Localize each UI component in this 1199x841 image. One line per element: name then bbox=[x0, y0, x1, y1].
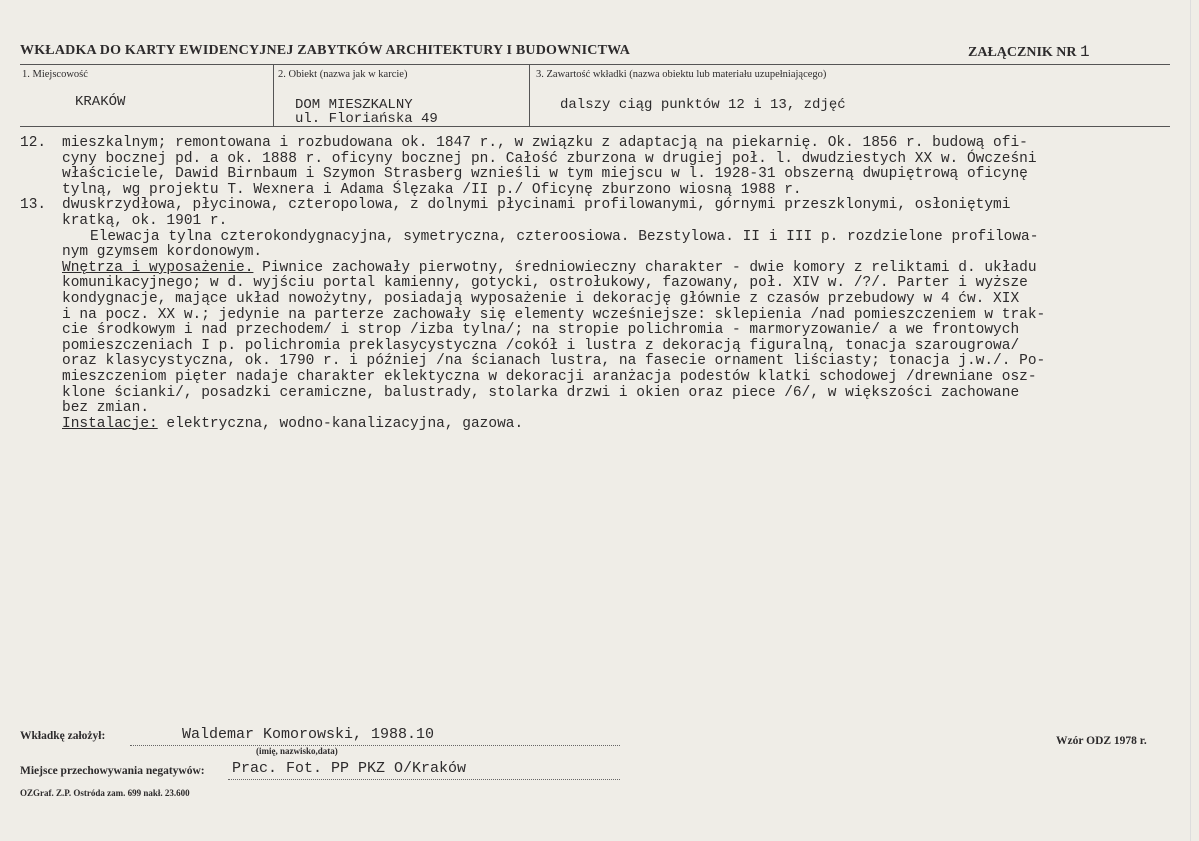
p12-line bbox=[20, 136, 1190, 152]
header-rule-bottom bbox=[20, 126, 1170, 127]
p13-line: kratką, ok. 1901 r. bbox=[62, 212, 228, 229]
p13-number: 13. bbox=[20, 197, 47, 214]
interior-line: mieszczeniom pięter nadaje charakter eklektyczna w dekoracji aranżacja podestów klatki schodowej /drewniane osz- bbox=[62, 368, 1037, 385]
object-label: 2. Obiekt (nazwa jak w karcie) bbox=[278, 69, 408, 80]
field-divider-2 bbox=[529, 64, 530, 127]
object-value-1: DOM MIESZKALNY bbox=[295, 97, 413, 113]
interior-line: pomieszczeniach I p. polichromia preklasycystyczna /cokół i lustra z dekoracją figuralną, tonacja szarougrowa/ bbox=[62, 337, 1020, 354]
storage-dotted-line bbox=[228, 779, 620, 780]
author-dotted-line bbox=[130, 745, 620, 746]
card-body bbox=[20, 136, 1190, 432]
locality-label: 1. Miejscowość bbox=[22, 69, 88, 80]
interior-line: komunikacyjnego; w d. wyjściu portal kamienny, gotycki, ostrołukowy, fazowany, poł. XIV w. /?/. Parter i wyższe bbox=[62, 275, 1028, 292]
p12-line: właściciele, Dawid Birnbaum i Szymon Strasberg wznieśli w tym miejscu w l. 1928-31 obszerną dwupiętrową oficynę bbox=[62, 166, 1028, 183]
installations-line bbox=[20, 417, 1190, 433]
header-rule-top bbox=[20, 64, 1170, 65]
installations-text: elektryczna, wodno-kanalizacyjna, gazowa. bbox=[157, 415, 524, 432]
interior-line: oraz klasycystyczna, ok. 1790 r. i później /na ścianach lustra, na fasecie ornament liściasty; tonacja j.w./. Po- bbox=[62, 353, 1046, 370]
content-label: 3. Zawartość wkładki (nazwa obiektu lub materiału uzupełniającego) bbox=[536, 69, 827, 80]
interior-line: kondygnacje, mające układ nowożytny, posiadają wyposażenie i dekorację głównie z czasów przebudowy w 4 ćw. XIX bbox=[62, 290, 1020, 307]
installations-heading: Instalacje: bbox=[62, 415, 158, 432]
p12-line: cyny bocznej pd. a ok. 1888 r. oficyny bocznej pn. Całość zburzona w drugiej poł. l. dwudziestych XX w. Ówcześni bbox=[62, 150, 1037, 167]
form-version: Wzór ODZ 1978 r. bbox=[1056, 735, 1147, 747]
field-divider-1 bbox=[273, 64, 274, 127]
form-title: WKŁADKA DO KARTY EWIDENCYJNEJ ZABYTKÓW ARCHITEKTURY I BUDOWNICTWA bbox=[20, 43, 631, 58]
interior-line: bez zmian. bbox=[62, 400, 150, 417]
interior-line: klone ścianki/, posadzki ceramiczne, balustrady, stolarka drzwi i okien oraz piece /6/, w większości zachowane bbox=[62, 384, 1020, 401]
card-edge bbox=[1190, 0, 1191, 841]
interior-line bbox=[20, 261, 1190, 277]
attachment-value: 1 bbox=[1080, 43, 1090, 61]
author-caption: (imię, nazwisko,data) bbox=[256, 746, 338, 756]
elevation-line: Elewacja tylna czterokondygnacyjna, symetryczna, czteroosiowa. Bezstylowa. II i III p. rozdzielone profilowa- bbox=[90, 228, 1039, 245]
p12-number: 12. bbox=[20, 135, 47, 151]
p12-text: mieszkalnym; remontowana i rozbudowana ok. 1847 r., w związku z adaptacją na piekarnię. Ok. 1856 r. budową ofi- bbox=[62, 135, 1028, 151]
content-value: dalszy ciąg punktów 12 i 13, zdjęć bbox=[560, 97, 846, 113]
printer-imprint: OZGraf. Z.P. Ostróda zam. 699 nakł. 23.600 bbox=[20, 788, 190, 798]
object-value-2: ul. Floriańska 49 bbox=[295, 111, 438, 127]
author-label: Wkładkę założył: bbox=[20, 730, 106, 742]
author-value: Waldemar Komorowski, 1988.10 bbox=[182, 726, 435, 743]
locality-value: KRAKÓW bbox=[75, 94, 126, 110]
attachment-number bbox=[968, 43, 1090, 61]
attachment-label: ZAŁĄCZNIK NR bbox=[968, 45, 1077, 60]
elevation-line: nym gzymsem kordonowym. bbox=[62, 244, 263, 261]
interior-text: Piwnice zachowały pierwotny, średniowieczny charakter - dwie komory z reliktami d. układu bbox=[253, 259, 1037, 276]
interior-line: cie środkowym i nad przechodem/ i strop /izba tylna/; na stropie polichromia - marmoryzowanie/ a we frontowych bbox=[62, 322, 1020, 339]
p13-line bbox=[20, 198, 1190, 214]
storage-label: Miejsce przechowywania negatywów: bbox=[20, 765, 205, 777]
interior-heading: Wnętrza i wyposażenie. bbox=[62, 259, 254, 276]
p12-line: tylną, wg projektu T. Wexnera i Adama Ślęzaka /II p./ Oficynę zburzono wiosną 1988 r. bbox=[62, 181, 802, 198]
p13-text: dwuskrzydłowa, płycinowa, czteropolowa, z dolnymi płycinami profilowanymi, górnymi przeszklonymi, osłoniętymi bbox=[62, 197, 1011, 214]
interior-line: i na pocz. XX w.; jedynie na parterze zachowały się elementy wcześniejsze: sklepienia /nad pomieszczeniem w trak- bbox=[62, 306, 1046, 323]
storage-value: Prac. Fot. PP PKZ O/Kraków bbox=[232, 760, 467, 777]
